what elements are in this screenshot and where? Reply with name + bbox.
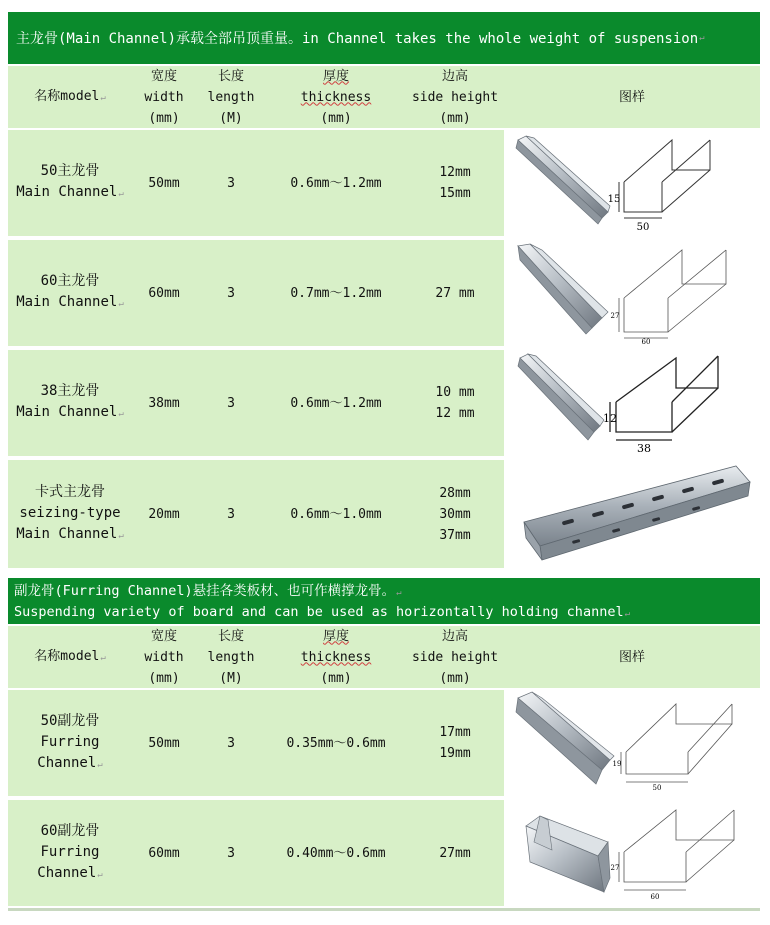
- main-channel-38-drawing: [512, 350, 760, 456]
- row1-side-height: 12mm 15mm: [406, 130, 504, 236]
- dim-width-label: 60: [641, 338, 651, 346]
- row1-length: 3: [196, 130, 266, 236]
- row3-name: 38主龙骨 Main Channel↵: [8, 350, 132, 456]
- row2-pattern-image: [512, 240, 760, 346]
- row6-thickness: 0.40mm～0.6mm: [266, 800, 406, 906]
- row2-length: 3: [196, 240, 266, 346]
- dim-width-label: 60: [650, 893, 660, 901]
- row1-pattern-image: [512, 130, 760, 236]
- row1-name: 50主龙骨 Main Channel↵: [8, 130, 132, 236]
- dim-height-label: 12: [603, 412, 617, 425]
- header2-width: 宽度 width (mm): [132, 626, 196, 688]
- row5-width: 50mm: [132, 690, 196, 796]
- dim-width-label: 50: [652, 784, 662, 792]
- row5-name: 50副龙骨 Furring Channel↵: [8, 690, 132, 796]
- dim-width-label: 38: [637, 442, 651, 455]
- row2-thickness: 0.7mm～1.2mm: [266, 240, 406, 346]
- row4-width: 20mm: [132, 460, 196, 568]
- row5-pattern-image: [512, 690, 760, 796]
- row3-side-height: 10 mm 12 mm: [406, 350, 504, 456]
- row5-side-height: 17mm 19mm: [406, 690, 504, 796]
- header-thickness: 厚度 thickness (mm): [266, 66, 406, 128]
- main-channel-50-drawing: [512, 130, 760, 236]
- dim-height-label: 27: [610, 312, 620, 320]
- dim-height-label: 15: [607, 194, 621, 205]
- row6-width: 60mm: [132, 800, 196, 906]
- row3-width: 38mm: [132, 350, 196, 456]
- row4-name: 卡式主龙骨 seizing-type Main Channel↵: [8, 460, 132, 568]
- header-length: 长度 length (M): [196, 66, 266, 128]
- furring-channel-50-drawing: [512, 690, 760, 796]
- row2-width: 60mm: [132, 240, 196, 346]
- row5-thickness: 0.35mm～0.6mm: [266, 690, 406, 796]
- furring-channel-60-drawing: [512, 800, 760, 906]
- header-name: 名称model↵: [8, 66, 132, 128]
- furring-channel-title: 副龙骨(Furring Channel)悬挂各类板材、也可作横撑龙骨。↵ Suspending variety of board and can be used as horizontally holding channel↵: [8, 578, 760, 624]
- header2-length: 长度 length (M): [196, 626, 266, 688]
- header2-name: 名称model↵: [8, 626, 132, 688]
- furring-title-en: Suspending variety of board and can be used as horizontally holding channel: [14, 604, 624, 620]
- row3-pattern-image: [512, 350, 760, 456]
- row4-side-height: 28mm 30mm 37mm: [406, 460, 504, 568]
- bottom-divider: [8, 908, 760, 911]
- header2-thickness: 厚度 thickness (mm): [266, 626, 406, 688]
- row6-name: 60副龙骨 Furring Channel↵: [8, 800, 132, 906]
- row2-name: 60主龙骨 Main Channel↵: [8, 240, 132, 346]
- row2-side-height: 27 mm: [406, 240, 504, 346]
- main-channel-title: 主龙骨(Main Channel)承载全部吊顶重量。in Channel takes the whole weight of suspension ↵: [8, 12, 760, 64]
- row6-side-height: 27mm: [406, 800, 504, 906]
- header-side-height: 边高 side height (mm): [406, 66, 504, 128]
- row4-thickness: 0.6mm～1.0mm: [266, 460, 406, 568]
- dim-height-label: 27: [610, 864, 620, 872]
- row3-length: 3: [196, 350, 266, 456]
- header-pattern: 图样: [504, 66, 760, 128]
- header2-pattern: 图样: [504, 626, 760, 688]
- dim-height-label: 19: [612, 760, 622, 768]
- header2-side-height: 边高 side height (mm): [406, 626, 504, 688]
- row6-length: 3: [196, 800, 266, 906]
- main-channel-title-text: 主龙骨(Main Channel)承载全部吊顶重量。in Channel takes the whole weight of suspension: [16, 31, 699, 47]
- row4-pattern-image: [512, 460, 760, 568]
- dim-width-label: 50: [636, 222, 650, 233]
- main-channel-60-drawing: [512, 240, 760, 346]
- header-width: 宽度 width (mm): [132, 66, 196, 128]
- furring-title-cn: 副龙骨(Furring Channel)悬挂各类板材、也可作横撑龙骨。: [14, 583, 396, 599]
- row5-length: 3: [196, 690, 266, 796]
- seizing-channel-drawing: [512, 460, 760, 568]
- row1-thickness: 0.6mm～1.2mm: [266, 130, 406, 236]
- row6-pattern-image: [512, 800, 760, 906]
- row3-thickness: 0.6mm～1.2mm: [266, 350, 406, 456]
- row4-length: 3: [196, 460, 266, 568]
- row1-width: 50mm: [132, 130, 196, 236]
